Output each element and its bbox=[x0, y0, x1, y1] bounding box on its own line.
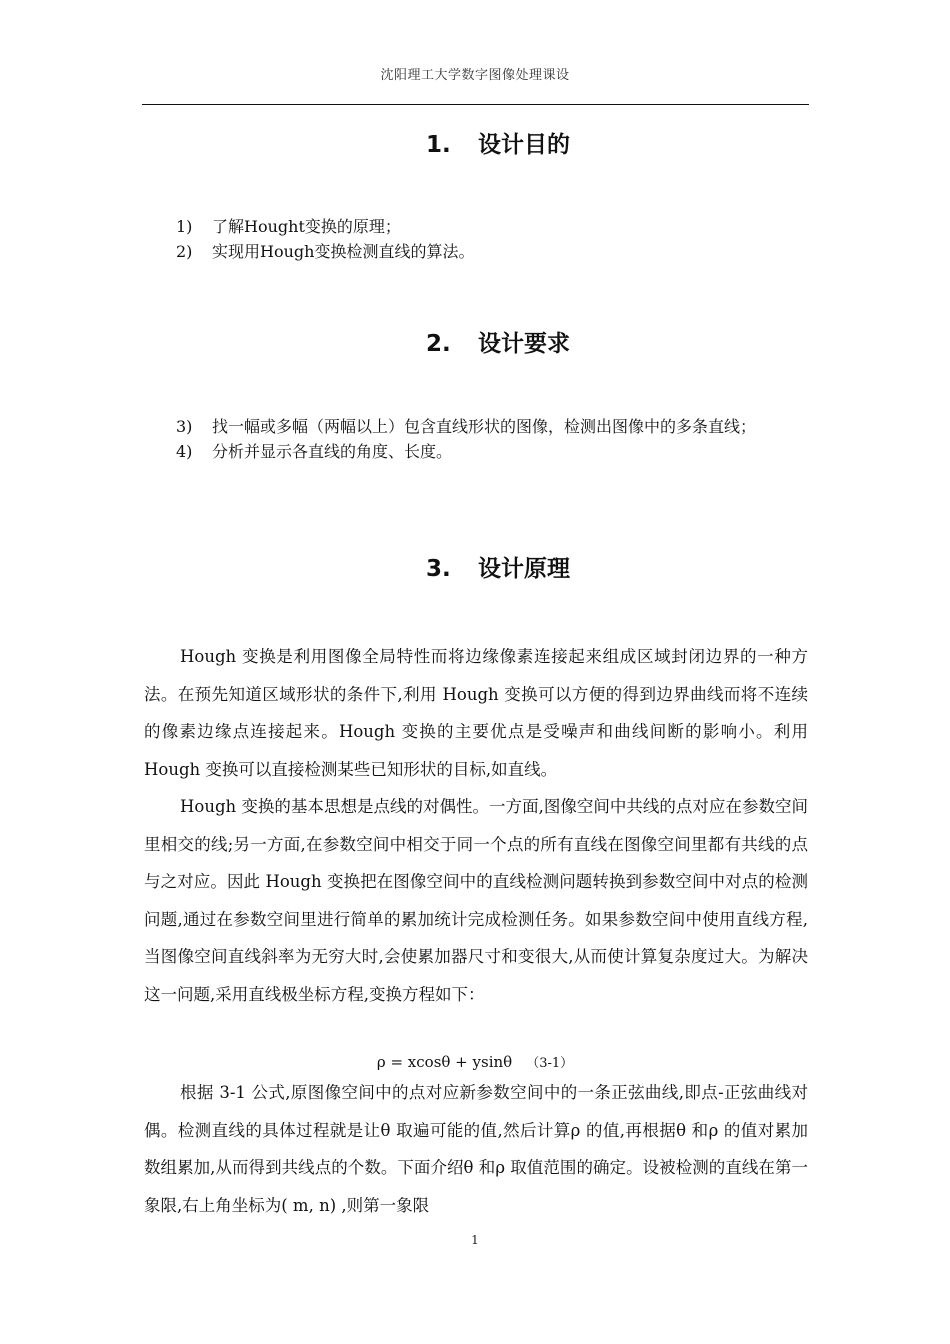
list-item bbox=[176, 239, 816, 264]
list-item bbox=[176, 439, 816, 464]
list-item-number: 2) bbox=[176, 242, 193, 261]
page-header: 沈阳理工大学数字图像处理课设 bbox=[380, 68, 570, 83]
header-rule bbox=[142, 104, 809, 105]
list-item-number: 3) bbox=[176, 417, 193, 436]
list-item-text: 了解Hought变换的原理； bbox=[212, 217, 401, 236]
paragraph: 根据 3-1 公式,原图像空间中的点对应新参数空间中的一条正弦曲线,即点-正弦曲线对偶。检测直线的具体过程就是让θ 取遍可能的值,然后计算ρ 的值,再根据θ 和ρ 的值对累加数组累加,从而得到共线点的个数。下面介绍θ 和ρ 取值范围的确定。设被检测的直线在第一象限,右上角坐标为( m, n) ,则第一象限 bbox=[144, 1083, 808, 1215]
section-heading-1 bbox=[0, 126, 950, 159]
section-title: 设计目的 bbox=[478, 132, 570, 158]
list-item-number: 1) bbox=[176, 217, 193, 236]
section-2-list bbox=[176, 414, 816, 464]
section-heading-2 bbox=[0, 325, 950, 358]
formula bbox=[0, 1052, 950, 1071]
page-number: 1 bbox=[471, 1233, 479, 1247]
section-title: 设计原理 bbox=[478, 556, 570, 582]
section-heading-3 bbox=[0, 550, 950, 583]
list-item bbox=[176, 214, 816, 239]
paragraph: Hough 变换是利用图像全局特性而将边缘像素连接起来组成区域封闭边界的一种方法。在预先知道区域形状的条件下,利用 Hough 变换可以方便的得到边界曲线而将不连续的像素边缘点连接起来。Hough 变换的主要优点是受噪声和曲线间断的影响小。利用 Hough 变换可以直接检测某些已知形状的目标,如直线。 bbox=[144, 647, 808, 779]
section-number: 3. bbox=[426, 556, 451, 582]
list-item-text: 分析并显示各直线的角度、长度。 bbox=[212, 442, 453, 461]
list-item-number: 4) bbox=[176, 442, 193, 461]
section-number: 1. bbox=[426, 132, 451, 158]
section-1-list bbox=[176, 214, 816, 264]
section-title: 设计要求 bbox=[478, 331, 570, 357]
formula-number: （3-1） bbox=[526, 1056, 574, 1071]
section-3-body-continued bbox=[144, 1074, 808, 1224]
section-number: 2. bbox=[426, 331, 451, 357]
list-item-text: 找一幅或多幅（两幅以上）包含直线形状的图像，检测出图像中的多条直线； bbox=[212, 417, 757, 436]
paragraph: Hough 变换的基本思想是点线的对偶性。一方面,图像空间中共线的点对应在参数空间里相交的线;另一方面,在参数空间中相交于同一个点的所有直线在图像空间里都有共线的点与之对应。因此 Hough 变换把在图像空间中的直线检测问题转换到参数空间中对点的检测问题,通过在参数空间里进行简单的累加统计完成检测任务。如果参数空间中使用直线方程,当图像空间直线斜率为无穷大时,会使累加器尺寸和变很大,从而使计算复杂度过大。为解决这一问题,采用直线极坐标方程,变换方程如下： bbox=[144, 797, 808, 1004]
section-3-body bbox=[144, 638, 808, 1013]
formula-expression: ρ = xcosθ + ysinθ bbox=[376, 1053, 513, 1071]
list-item bbox=[176, 414, 816, 439]
list-item-text: 实现用Hough变换检测直线的算法。 bbox=[212, 242, 475, 261]
